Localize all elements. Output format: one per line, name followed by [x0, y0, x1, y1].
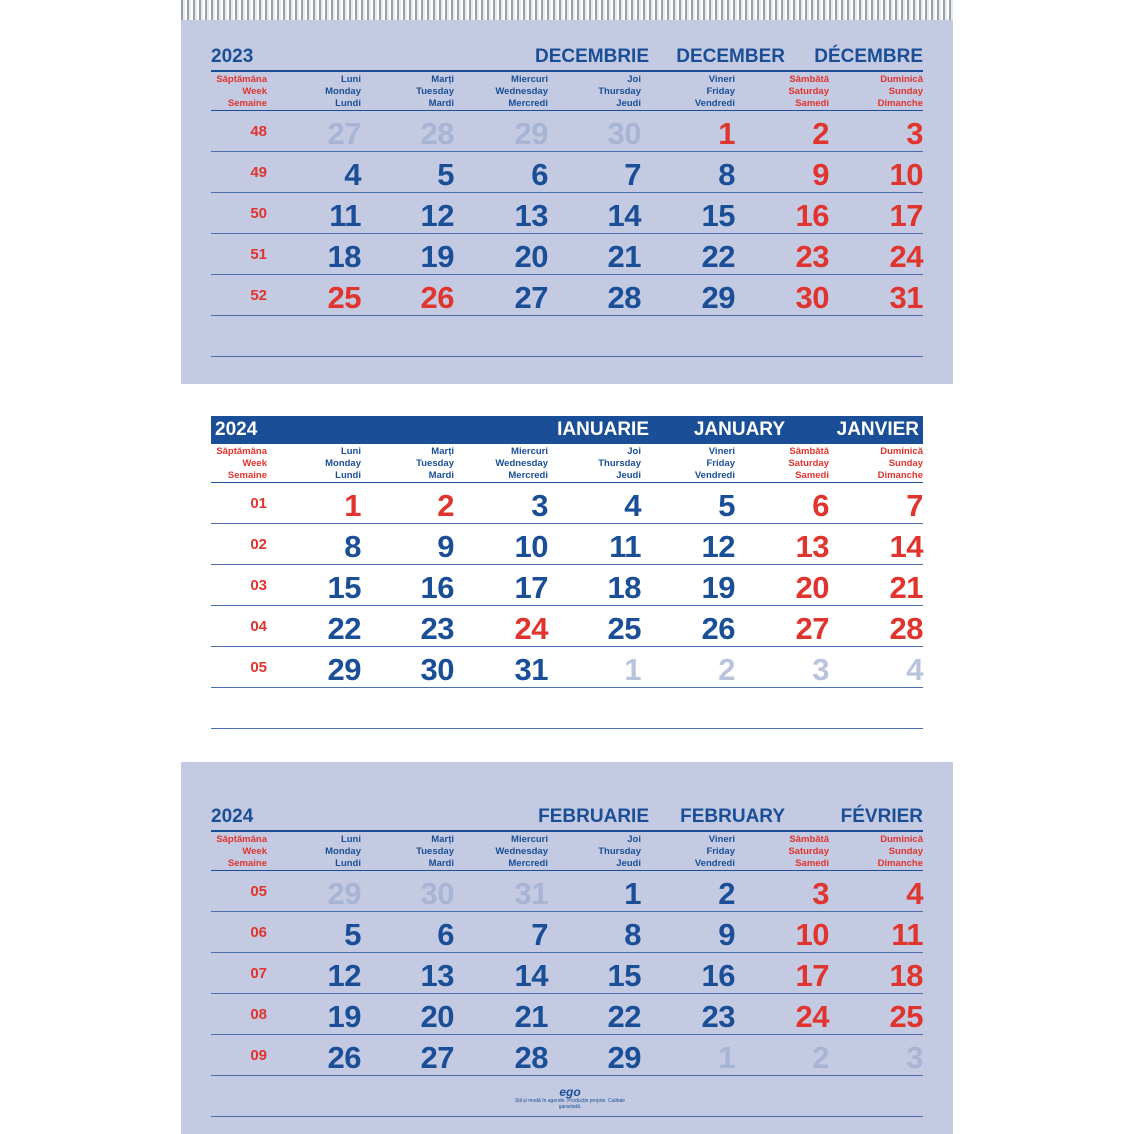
week-number: 04: [250, 618, 267, 635]
weekday-label-line: Vendredi: [694, 98, 735, 109]
month-panel-0: [181, 20, 953, 384]
week-number: 06: [250, 924, 267, 941]
week-label-line: Semaine: [227, 470, 267, 481]
day-cell: 14: [607, 198, 641, 233]
week-label-line: Săptămâna: [216, 74, 267, 85]
weekday-label-line: Samedi: [795, 858, 829, 869]
day-cell: 2: [812, 116, 829, 151]
weekday-label-line: Marți: [431, 446, 454, 457]
week-number: 49: [250, 164, 267, 181]
day-cell: 24: [795, 999, 829, 1034]
day-cell: 15: [701, 198, 735, 233]
weekday-label-line: Thursday: [598, 86, 641, 97]
day-cell: 25: [607, 611, 641, 646]
day-cell: 20: [420, 999, 454, 1034]
day-cell: 4: [906, 876, 923, 911]
weekday-label-line: Duminică: [880, 446, 923, 457]
day-cell: 1: [344, 488, 361, 523]
day-cell: 3: [531, 488, 548, 523]
weekday-label-line: Mardi: [428, 858, 454, 869]
month-name-en: DECEMBER: [676, 46, 785, 67]
day-cell: 26: [420, 280, 454, 315]
week-row: [211, 234, 923, 275]
day-cell: 13: [514, 198, 548, 233]
day-cell: 4: [906, 652, 923, 687]
weekday-label-line: Wednesday: [495, 846, 548, 857]
day-cell: 17: [514, 570, 548, 605]
weekday-label-line: Friday: [706, 458, 735, 469]
day-cell: 26: [701, 611, 735, 646]
day-cell: 27: [327, 116, 361, 151]
day-cell: 24: [514, 611, 548, 646]
day-cell: 1: [624, 876, 641, 911]
month-year: 2024: [215, 419, 258, 440]
month-year: 2024: [211, 806, 254, 827]
day-cell: 15: [607, 958, 641, 993]
day-cell: 19: [701, 570, 735, 605]
month-panel-2: [181, 762, 953, 1134]
week-number: 02: [250, 536, 267, 553]
week-number: 50: [250, 205, 267, 222]
day-cell: 9: [437, 529, 454, 564]
weekday-label: [813, 834, 923, 870]
day-cell: 7: [531, 917, 548, 952]
day-cell: 4: [624, 488, 641, 523]
week-label-line: Week: [242, 86, 267, 97]
week-number: 05: [250, 659, 267, 676]
month-name-fr: FÉVRIER: [840, 806, 923, 827]
week-number: 01: [250, 495, 267, 512]
weekday-label-line: Lundi: [335, 858, 361, 869]
day-cell: 22: [701, 239, 735, 274]
weekday-label-line: Mercredi: [508, 858, 548, 869]
week-number: 07: [250, 965, 267, 982]
notes-line: [211, 688, 923, 729]
weekday-label-line: Dimanche: [877, 470, 923, 481]
notes-line: [211, 316, 923, 357]
week-row: [211, 565, 923, 606]
weekday-label-line: Sunday: [888, 86, 923, 97]
day-cell: 5: [437, 157, 454, 192]
weekday-label-line: Tuesday: [416, 846, 454, 857]
day-cell: 31: [514, 652, 548, 687]
weekday-label-line: Jeudi: [616, 470, 641, 481]
month-name-ro: FEBRUARIE: [538, 806, 649, 827]
day-cell: 12: [420, 198, 454, 233]
week-row: [211, 275, 923, 316]
weekday-label-line: Mercredi: [508, 98, 548, 109]
day-cell: 16: [795, 198, 829, 233]
weekday-label-line: Dimanche: [877, 98, 923, 109]
day-cell: 21: [607, 239, 641, 274]
weekday-label-line: Mardi: [428, 470, 454, 481]
day-cell: 30: [607, 116, 641, 151]
weekday-label-line: Monday: [325, 86, 361, 97]
day-cell: 2: [718, 652, 735, 687]
day-cell: 24: [889, 239, 923, 274]
week-number: 52: [250, 287, 267, 304]
week-row: [211, 483, 923, 524]
weekday-label-line: Marți: [431, 834, 454, 845]
week-row: [211, 606, 923, 647]
day-cell: 16: [701, 958, 735, 993]
month-name-fr: DÉCEMBRE: [814, 46, 923, 67]
weekday-label-line: Mercredi: [508, 470, 548, 481]
day-cell: 5: [344, 917, 361, 952]
weekday-label-line: Vendredi: [694, 470, 735, 481]
day-cell: 4: [344, 157, 361, 192]
month-header: [211, 804, 923, 832]
day-cell: 14: [514, 958, 548, 993]
month-year: 2023: [211, 46, 254, 67]
day-cell: 28: [514, 1040, 548, 1075]
weekday-label-line: Samedi: [795, 470, 829, 481]
weekday-label-line: Jeudi: [616, 858, 641, 869]
weekday-label-line: Duminică: [880, 834, 923, 845]
weekday-label: [813, 446, 923, 482]
day-cell: 22: [607, 999, 641, 1034]
weekday-label-line: Sunday: [888, 458, 923, 469]
day-cell: 15: [327, 570, 361, 605]
month-panel-1: [181, 384, 953, 762]
week-number: 03: [250, 577, 267, 594]
weekday-label-line: Mardi: [428, 98, 454, 109]
weekday-label-line: Vendredi: [694, 858, 735, 869]
day-cell: 7: [906, 488, 923, 523]
day-cell: 9: [718, 917, 735, 952]
day-cell: 3: [812, 876, 829, 911]
weekday-label-line: Joi: [627, 74, 641, 85]
weekday-label-line: Tuesday: [416, 86, 454, 97]
month-grid: [211, 804, 923, 1117]
day-cell: 5: [718, 488, 735, 523]
weekday-header: [211, 72, 923, 111]
weekday-label: [813, 74, 923, 110]
weekday-label-line: Samedi: [795, 98, 829, 109]
weekday-header: [211, 832, 923, 871]
day-cell: 3: [906, 1040, 923, 1075]
day-cell: 22: [327, 611, 361, 646]
weekday-label-line: Duminică: [880, 74, 923, 85]
weekday-label-line: Saturday: [788, 458, 829, 469]
weekday-label-line: Thursday: [598, 846, 641, 857]
day-cell: 2: [812, 1040, 829, 1075]
day-cell: 14: [889, 529, 923, 564]
week-row: [211, 994, 923, 1035]
day-cell: 7: [624, 157, 641, 192]
day-cell: 30: [795, 280, 829, 315]
day-cell: 1: [624, 652, 641, 687]
week-row: [211, 524, 923, 565]
day-cell: 18: [889, 958, 923, 993]
day-cell: 31: [889, 280, 923, 315]
brand-name: ego: [559, 1085, 581, 1099]
week-row: [211, 111, 923, 152]
day-cell: 11: [609, 529, 641, 564]
brand-tagline: Stil și modă în agende. Producție proprie. Calitate garantată.: [514, 1098, 626, 1110]
day-cell: 28: [420, 116, 454, 151]
day-cell: 30: [420, 876, 454, 911]
publisher-logo: [510, 1086, 630, 1116]
weekday-label-line: Miercuri: [511, 74, 548, 85]
week-row: [211, 647, 923, 688]
day-cell: 11: [891, 917, 923, 952]
day-cell: 13: [795, 529, 829, 564]
month-header: [211, 416, 923, 444]
day-cell: 8: [344, 529, 361, 564]
weekday-label-line: Sâmbătă: [789, 74, 829, 85]
day-cell: 23: [420, 611, 454, 646]
day-cell: 6: [437, 917, 454, 952]
day-cell: 12: [701, 529, 735, 564]
weekday-label-line: Thursday: [598, 458, 641, 469]
day-cell: 23: [701, 999, 735, 1034]
month-name-en: JANUARY: [693, 419, 785, 440]
month-name-fr: JANVIER: [836, 419, 919, 440]
weekday-label-line: Sâmbătă: [789, 834, 829, 845]
week-label-line: Săptămâna: [216, 446, 267, 457]
day-cell: 3: [812, 652, 829, 687]
day-cell: 29: [514, 116, 548, 151]
month-name-ro: IANUARIE: [557, 419, 649, 440]
day-cell: 1: [718, 1040, 735, 1075]
weekday-label-line: Wednesday: [495, 86, 548, 97]
day-cell: 17: [795, 958, 829, 993]
day-cell: 27: [514, 280, 548, 315]
weekday-label-line: Vineri: [708, 834, 735, 845]
day-cell: 29: [327, 652, 361, 687]
day-cell: 18: [327, 239, 361, 274]
week-label-line: Semaine: [227, 98, 267, 109]
day-cell: 16: [420, 570, 454, 605]
month-name-en: FEBRUARY: [680, 806, 785, 827]
weekday-label-line: Friday: [706, 86, 735, 97]
weekday-label-line: Tuesday: [416, 458, 454, 469]
day-cell: 28: [889, 611, 923, 646]
weekday-label-line: Lundi: [335, 98, 361, 109]
month-grid: [211, 44, 923, 357]
week-number: 48: [250, 123, 267, 140]
day-cell: 10: [514, 529, 548, 564]
day-cell: 6: [812, 488, 829, 523]
weekday-label-line: Vineri: [708, 446, 735, 457]
weekday-label-line: Dimanche: [877, 858, 923, 869]
week-number: 05: [250, 883, 267, 900]
weekday-label-line: Saturday: [788, 846, 829, 857]
weekday-label-line: Miercuri: [511, 446, 548, 457]
week-number: 09: [250, 1047, 267, 1064]
day-cell: 13: [420, 958, 454, 993]
weekday-header: [211, 444, 923, 483]
day-cell: 27: [795, 611, 829, 646]
weekday-label-line: Joi: [627, 446, 641, 457]
week-label-line: Semaine: [227, 858, 267, 869]
day-cell: 26: [327, 1040, 361, 1075]
weekday-label-line: Lundi: [335, 470, 361, 481]
weekday-label-line: Monday: [325, 846, 361, 857]
weekday-label-line: Luni: [340, 74, 361, 85]
month-name-ro: DECEMBRIE: [534, 46, 649, 67]
day-cell: 21: [514, 999, 548, 1034]
day-cell: 27: [420, 1040, 454, 1075]
week-row: [211, 152, 923, 193]
day-cell: 2: [718, 876, 735, 911]
weekday-label-line: Luni: [340, 834, 361, 845]
day-cell: 20: [514, 239, 548, 274]
day-cell: 6: [531, 157, 548, 192]
weekday-label-line: Marți: [431, 74, 454, 85]
week-number: 08: [250, 1006, 267, 1023]
day-cell: 23: [795, 239, 829, 274]
day-cell: 25: [889, 999, 923, 1034]
week-number: 51: [250, 246, 267, 263]
week-label-line: Week: [242, 846, 267, 857]
day-cell: 18: [607, 570, 641, 605]
weekday-label-line: Jeudi: [616, 98, 641, 109]
day-cell: 17: [889, 198, 923, 233]
week-row: [211, 912, 923, 953]
day-cell: 29: [701, 280, 735, 315]
week-label-line: Week: [242, 458, 267, 469]
weekday-label-line: Wednesday: [495, 458, 548, 469]
day-cell: 30: [420, 652, 454, 687]
week-row: [211, 871, 923, 912]
day-cell: 12: [327, 958, 361, 993]
month-header: [211, 44, 923, 72]
day-cell: 2: [437, 488, 454, 523]
day-cell: 11: [329, 198, 361, 233]
day-cell: 8: [718, 157, 735, 192]
day-cell: 28: [607, 280, 641, 315]
weekday-label-line: Friday: [706, 846, 735, 857]
day-cell: 8: [624, 917, 641, 952]
day-cell: 25: [327, 280, 361, 315]
week-row: [211, 1035, 923, 1076]
day-cell: 3: [906, 116, 923, 151]
day-cell: 20: [795, 570, 829, 605]
day-cell: 29: [607, 1040, 641, 1075]
day-cell: 31: [514, 876, 548, 911]
day-cell: 19: [420, 239, 454, 274]
weekday-label-line: Miercuri: [511, 834, 548, 845]
day-cell: 29: [327, 876, 361, 911]
week-label-line: Săptămâna: [216, 834, 267, 845]
day-cell: 1: [718, 116, 735, 151]
spiral-binding: [181, 0, 953, 22]
weekday-label-line: Saturday: [788, 86, 829, 97]
week-row: [211, 953, 923, 994]
weekday-label-line: Vineri: [708, 74, 735, 85]
day-cell: 19: [327, 999, 361, 1034]
month-grid: [211, 416, 923, 729]
weekday-label-line: Luni: [340, 446, 361, 457]
weekday-label-line: Joi: [627, 834, 641, 845]
weekday-label-line: Sunday: [888, 846, 923, 857]
day-cell: 9: [812, 157, 829, 192]
weekday-label-line: Sâmbătă: [789, 446, 829, 457]
day-cell: 21: [889, 570, 923, 605]
day-cell: 10: [795, 917, 829, 952]
weekday-label-line: Monday: [325, 458, 361, 469]
day-cell: 10: [889, 157, 923, 192]
week-row: [211, 193, 923, 234]
